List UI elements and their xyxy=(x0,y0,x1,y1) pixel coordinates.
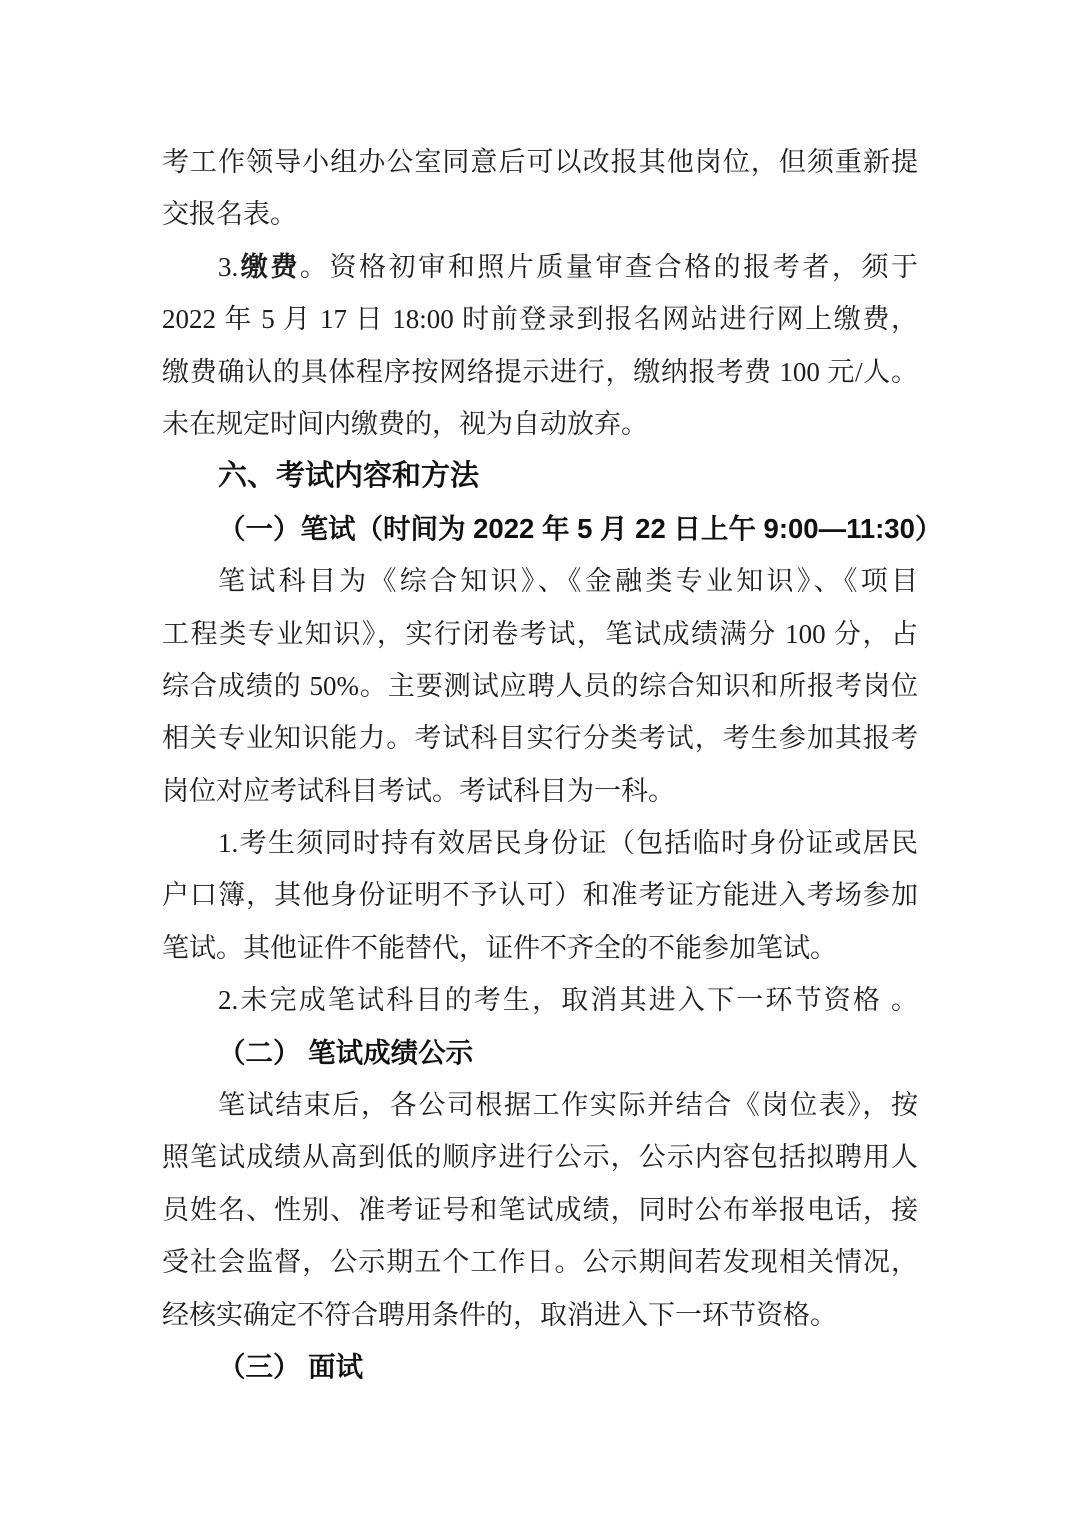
body-line xyxy=(162,555,918,607)
bold-text-segment: 缴费 xyxy=(238,251,300,282)
text-segment: 笔试。其他证件不能替代，证件不齐全的不能参加笔试。 xyxy=(162,932,837,963)
text-segment: 经核实确定不符合聘用条件的，取消进入下一环节资格。 xyxy=(162,1299,837,1330)
text-segment: 笔试结束后，各公司根据工作实际并结合《岗位表》，按 xyxy=(218,1090,918,1121)
text-segment: 交报名表。 xyxy=(162,199,297,230)
text-segment: 六、考试内容和方法 xyxy=(218,460,480,493)
text-segment: 受社会监督，公示期五个工作日。公示期间若发现相关情况， xyxy=(162,1247,918,1278)
text-segment: 1.考生须同时持有效居民身份证（包括临时身份证或居民 xyxy=(218,828,918,859)
body-line xyxy=(162,1236,918,1288)
text-segment: 户口簿，其他身份证明不予认可）和准考证方能进入考场参加 xyxy=(162,880,918,911)
subsection-heading-interview xyxy=(162,1341,918,1393)
text-segment: 2022 年 5 月 17 日 18:00 时前登录到报名网站进行网上缴费， xyxy=(162,304,918,335)
text-segment: 。资格初审和照片质量审查合格的报考者，须于 xyxy=(299,251,919,282)
text-segment: 2.未完成笔试科目的考生，取消其进入下一环节资格 。 xyxy=(218,985,918,1016)
body-line xyxy=(162,869,918,921)
text-segment: 工程类专业知识》，实行闭卷考试，笔试成绩满分 100 分，占 xyxy=(162,618,918,649)
text-segment: 综合成绩的 50%。主要测试应聘人员的综合知识和所报考岗位 xyxy=(162,670,918,701)
body-line xyxy=(162,608,918,660)
body-line xyxy=(162,188,918,240)
body-line xyxy=(162,974,918,1026)
body-line xyxy=(162,136,918,188)
body-line xyxy=(162,1131,918,1183)
body-line xyxy=(162,1289,918,1341)
text-segment: 未在规定时间内缴费的，视为自动放弃。 xyxy=(162,408,648,439)
text-segment: 考工作领导小组办公室同意后可以改报其他岗位，但须重新提 xyxy=(162,147,918,177)
text-segment: 员姓名、性别、准考证号和笔试成绩，同时公布举报电话，接 xyxy=(162,1194,918,1225)
body-line xyxy=(162,660,918,712)
document-text-block xyxy=(162,136,943,1393)
body-line xyxy=(162,712,918,764)
body-line xyxy=(162,346,918,398)
body-line xyxy=(162,817,918,869)
text-segment: 3. xyxy=(218,251,239,282)
text-segment: （三） 面试 xyxy=(218,1350,364,1382)
text-segment: 笔试科目为《综合知识》、《金融类专业知识》、《项目 xyxy=(218,566,918,597)
subsection-heading-score-publicity xyxy=(162,1027,918,1079)
text-segment: （二） 笔试成绩公示 xyxy=(218,1036,474,1068)
body-line xyxy=(162,1079,918,1131)
section-heading-exam-content xyxy=(162,450,918,502)
text-segment: 岗位对应考试科目考试。考试科目为一科。 xyxy=(162,775,675,806)
text-segment: 照笔试成绩从高到低的顺序进行公示，公示内容包括拟聘用人 xyxy=(162,1142,918,1173)
body-line xyxy=(162,398,918,450)
text-segment: （一）笔试（时间为 2022 年 5 月 22 日上午 9:00—11:30） xyxy=(218,512,943,544)
body-line xyxy=(162,922,918,974)
body-line xyxy=(162,241,918,293)
text-segment: 相关专业知识能力。考试科目实行分类考试，考生参加其报考 xyxy=(162,723,918,754)
body-line xyxy=(162,293,918,345)
body-line xyxy=(162,1184,918,1236)
body-line xyxy=(162,765,918,817)
subsection-heading-written-test xyxy=(162,503,943,555)
text-segment: 缴费确认的具体程序按网络提示进行，缴纳报考费 100 元/人。 xyxy=(162,356,918,387)
